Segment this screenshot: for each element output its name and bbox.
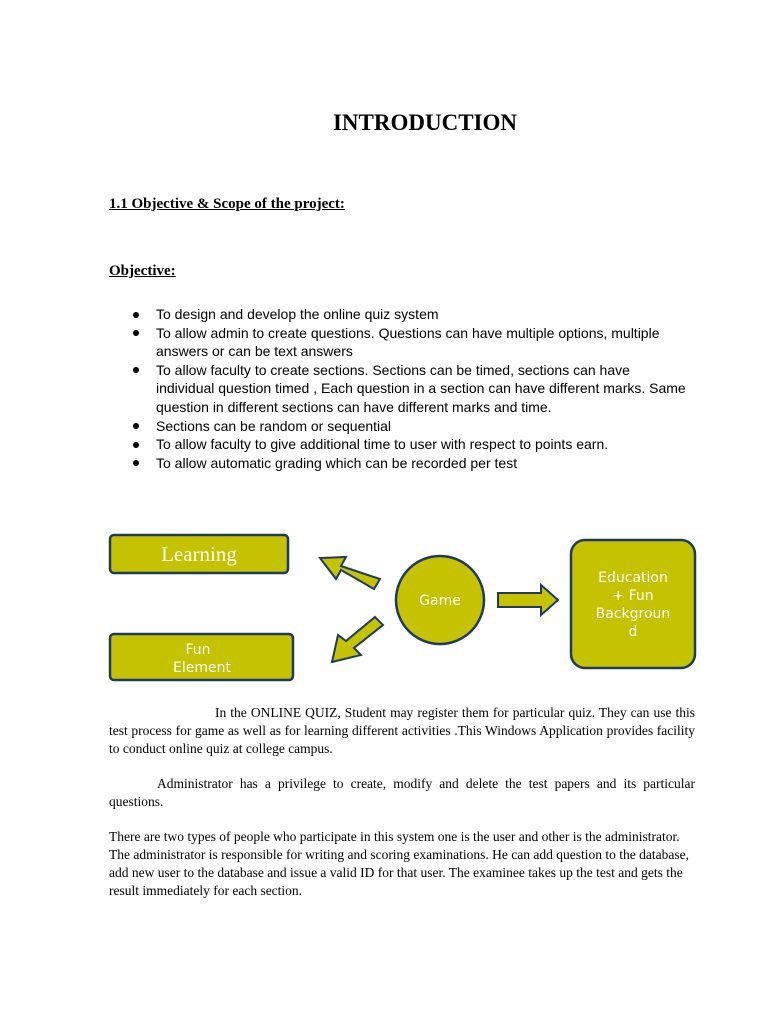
fun-element-label-line2: Element: [173, 660, 231, 676]
arrow-to-fun-element-icon: [332, 617, 383, 662]
objective-heading: Objective:: [109, 263, 176, 279]
paragraph-online-quiz: In the ONLINE QUIZ, Student may register them for particular quiz. They can use this test process for game as well as for learning different activities .This Windows Application provides facility to conduct online quiz at college campus.: [109, 705, 695, 756]
education-label-line4: d: [628, 624, 638, 640]
learning-label: Learning: [161, 542, 237, 566]
game-label: Game: [419, 593, 461, 609]
arrow-to-education-icon: [498, 585, 558, 615]
education-label-line1: Education: [598, 570, 668, 586]
list-item: To design and develop the online quiz system: [131, 305, 691, 324]
section-heading: 1.1 Objective & Scope of the project:: [109, 196, 345, 212]
page-title: INTRODUCTION: [332, 110, 518, 135]
list-item: To allow faculty to give additional time to user with respect to points earn.: [131, 435, 691, 454]
list-item: To allow faculty to create sections. Sections can be timed, sections can have individual question timed , Each question in a section can have different marks. Same question in different sections can have different marks and time.: [131, 361, 691, 417]
list-item: To allow automatic grading which can be recorded per test: [131, 454, 691, 473]
fun-element-label-line1: Fun: [185, 642, 211, 658]
paragraph-administrator: Administrator has a privilege to create, modify and delete the test papers and its particular questions.: [109, 776, 695, 809]
paragraph-participants: There are two types of people who participate in this system one is the user and other is the administrator. The administrator is responsible for writing and scoring examinations. He can add question to the database, add new user to the database and issue a valid ID for that user. The examinee takes up the test and gets the result immediately for each section.: [109, 829, 689, 898]
education-label-line2: + Fun: [612, 588, 654, 604]
arrow-to-learning-icon: [320, 557, 380, 589]
education-label-line3: Backgroun: [595, 606, 671, 622]
education-box: [571, 540, 695, 668]
list-item: To allow admin to create questions. Questions can have multiple options, multiple answers or can be text answers: [131, 324, 691, 361]
list-item: Sections can be random or sequential: [131, 417, 691, 436]
